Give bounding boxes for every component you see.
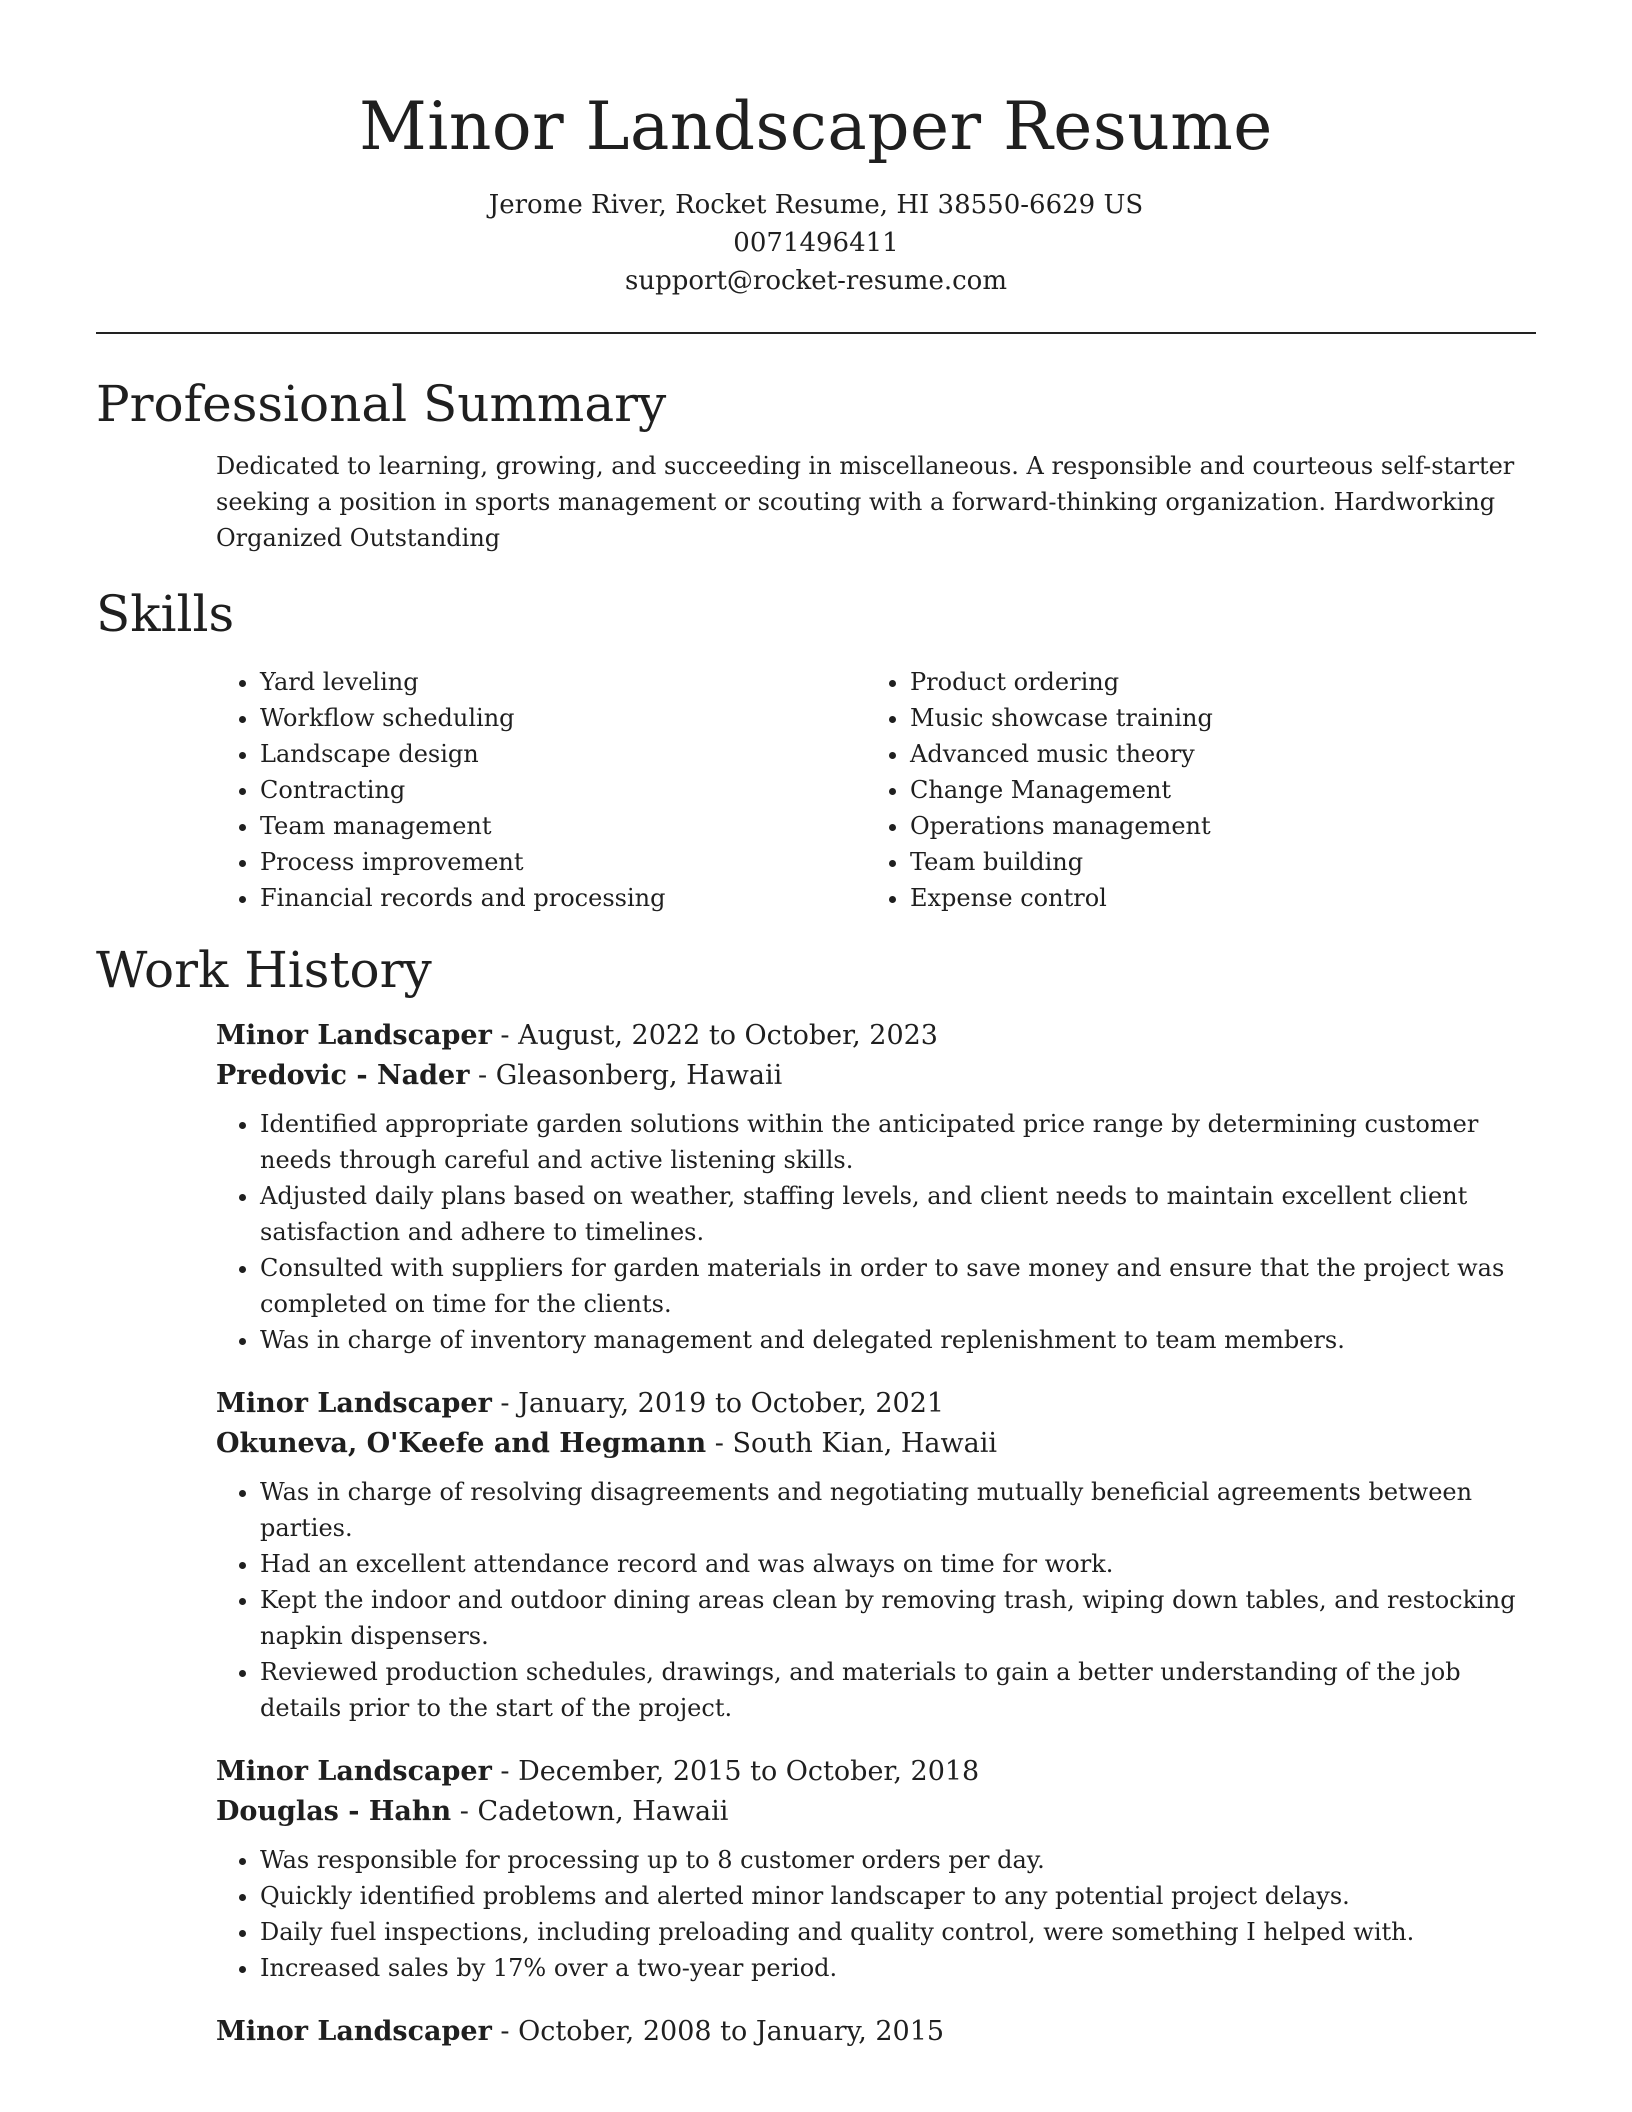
work-history-heading: Work History [96, 941, 432, 999]
job-bullet: • Quickly identified problems and alerted minor landscaper to any potential project delays. [260, 1878, 1536, 1914]
skill-item: • Music showcase training [910, 700, 1516, 736]
job-entry [216, 1016, 1536, 1358]
job-company: Douglas - Hahn [216, 1796, 452, 1827]
job-company: Okuneva, O'Keefe and Hegmann [216, 1428, 707, 1459]
job-entry [216, 1752, 1536, 1986]
skills-heading: Skills [96, 585, 235, 643]
skill-item: • Product ordering [910, 664, 1516, 700]
job-role-line [216, 2012, 1536, 2052]
job-bullet: • Was responsible for processing up to 8 customer orders per day. [260, 1842, 1536, 1878]
summary-text: Dedicated to learning, growing, and succeeding in miscellaneous. A responsible and courteous self-starter seeking a position in sports management or scouting with a forward-thinking organization. Hardworking Organized Outstanding [216, 452, 1515, 552]
job-dates: - December, 2015 to October, 2018 [491, 1756, 980, 1787]
skill-item: • Team building [910, 844, 1516, 880]
skill-item: • Change Management [910, 772, 1516, 808]
skill-item: • Team management [260, 808, 866, 844]
job-bullet: • Was in charge of resolving disagreements and negotiating mutually beneficial agreements between parties. [260, 1474, 1536, 1546]
job-bullets [216, 1106, 1536, 1358]
skill-item: • Financial records and processing [260, 880, 866, 916]
job-bullet: • Kept the indoor and outdoor dining areas clean by removing trash, wiping down tables, and restocking napkin dispensers. [260, 1582, 1536, 1654]
job-role: Minor Landscaper [216, 1388, 492, 1419]
job-location: - South Kian, Hawaii [706, 1428, 997, 1459]
skill-item: • Advanced music theory [910, 736, 1516, 772]
skill-item: • Yard leveling [260, 664, 866, 700]
job-role: Minor Landscaper [216, 1020, 492, 1051]
job-bullet: • Consulted with suppliers for garden materials in order to save money and ensure that the project was completed on time for the clients. [260, 1250, 1536, 1322]
job-role-line [216, 1384, 1536, 1424]
job-dates: - October, 2008 to January, 2015 [491, 2016, 945, 2047]
resume-page [96, 0, 1536, 2112]
skills-list [216, 664, 1536, 916]
job-bullet: • Daily fuel inspections, including preloading and quality control, were something I helped with. [260, 1914, 1536, 1950]
job-entry [216, 2012, 1536, 2052]
job-role-line [216, 1016, 1536, 1056]
job-dates: - August, 2022 to October, 2023 [491, 1020, 938, 1051]
job-company: Predovic - Nader [216, 1060, 470, 1091]
contact-info [96, 186, 1536, 300]
job-bullet: • Reviewed production schedules, drawings, and materials to gain a better understanding of the job details prior to the start of the project. [260, 1654, 1536, 1726]
skills-column-left [216, 664, 866, 916]
job-company-line [216, 1056, 1536, 1096]
skill-item: • Process improvement [260, 844, 866, 880]
skill-item: • Landscape design [260, 736, 866, 772]
summary-heading: Professional Summary [96, 375, 667, 433]
job-bullet: • Increased sales by 17% over a two-year period. [260, 1950, 1536, 1986]
skill-item: • Workflow scheduling [260, 700, 866, 736]
job-role-line [216, 1752, 1536, 1792]
job-bullets [216, 1474, 1536, 1726]
address: Jerome River, Rocket Resume, HI 38550-6629 US [488, 190, 1144, 220]
job-bullet: • Identified appropriate garden solutions within the anticipated price range by determining customer needs through careful and active listening skills. [260, 1106, 1536, 1178]
header-divider [96, 332, 1536, 334]
job-dates: - January, 2019 to October, 2021 [491, 1388, 945, 1419]
skill-item: • Operations management [910, 808, 1516, 844]
job-entry [216, 1384, 1536, 1726]
skills-column-right [866, 664, 1516, 916]
job-company-line [216, 1792, 1536, 1832]
job-role: Minor Landscaper [216, 2016, 492, 2047]
email: support@rocket-resume.com [624, 266, 1007, 296]
job-location: - Cadetown, Hawaii [451, 1796, 729, 1827]
job-bullets [216, 1842, 1536, 1986]
job-company-line [216, 1424, 1536, 1464]
job-bullet: • Was in charge of inventory management and delegated replenishment to team members. [260, 1322, 1536, 1358]
resume-title: Minor Landscaper Resume [359, 88, 1273, 165]
resume-header [96, 0, 1536, 300]
phone: 0071496411 [733, 228, 899, 258]
skill-item: • Expense control [910, 880, 1516, 916]
job-location: - Gleasonberg, Hawaii [469, 1060, 783, 1091]
job-role: Minor Landscaper [216, 1756, 492, 1787]
job-bullet: • Adjusted daily plans based on weather, staffing levels, and client needs to maintain excellent client satisfaction and adhere to timelines. [260, 1178, 1536, 1250]
skill-item: • Contracting [260, 772, 866, 808]
job-bullet: • Had an excellent attendance record and was always on time for work. [260, 1546, 1536, 1582]
